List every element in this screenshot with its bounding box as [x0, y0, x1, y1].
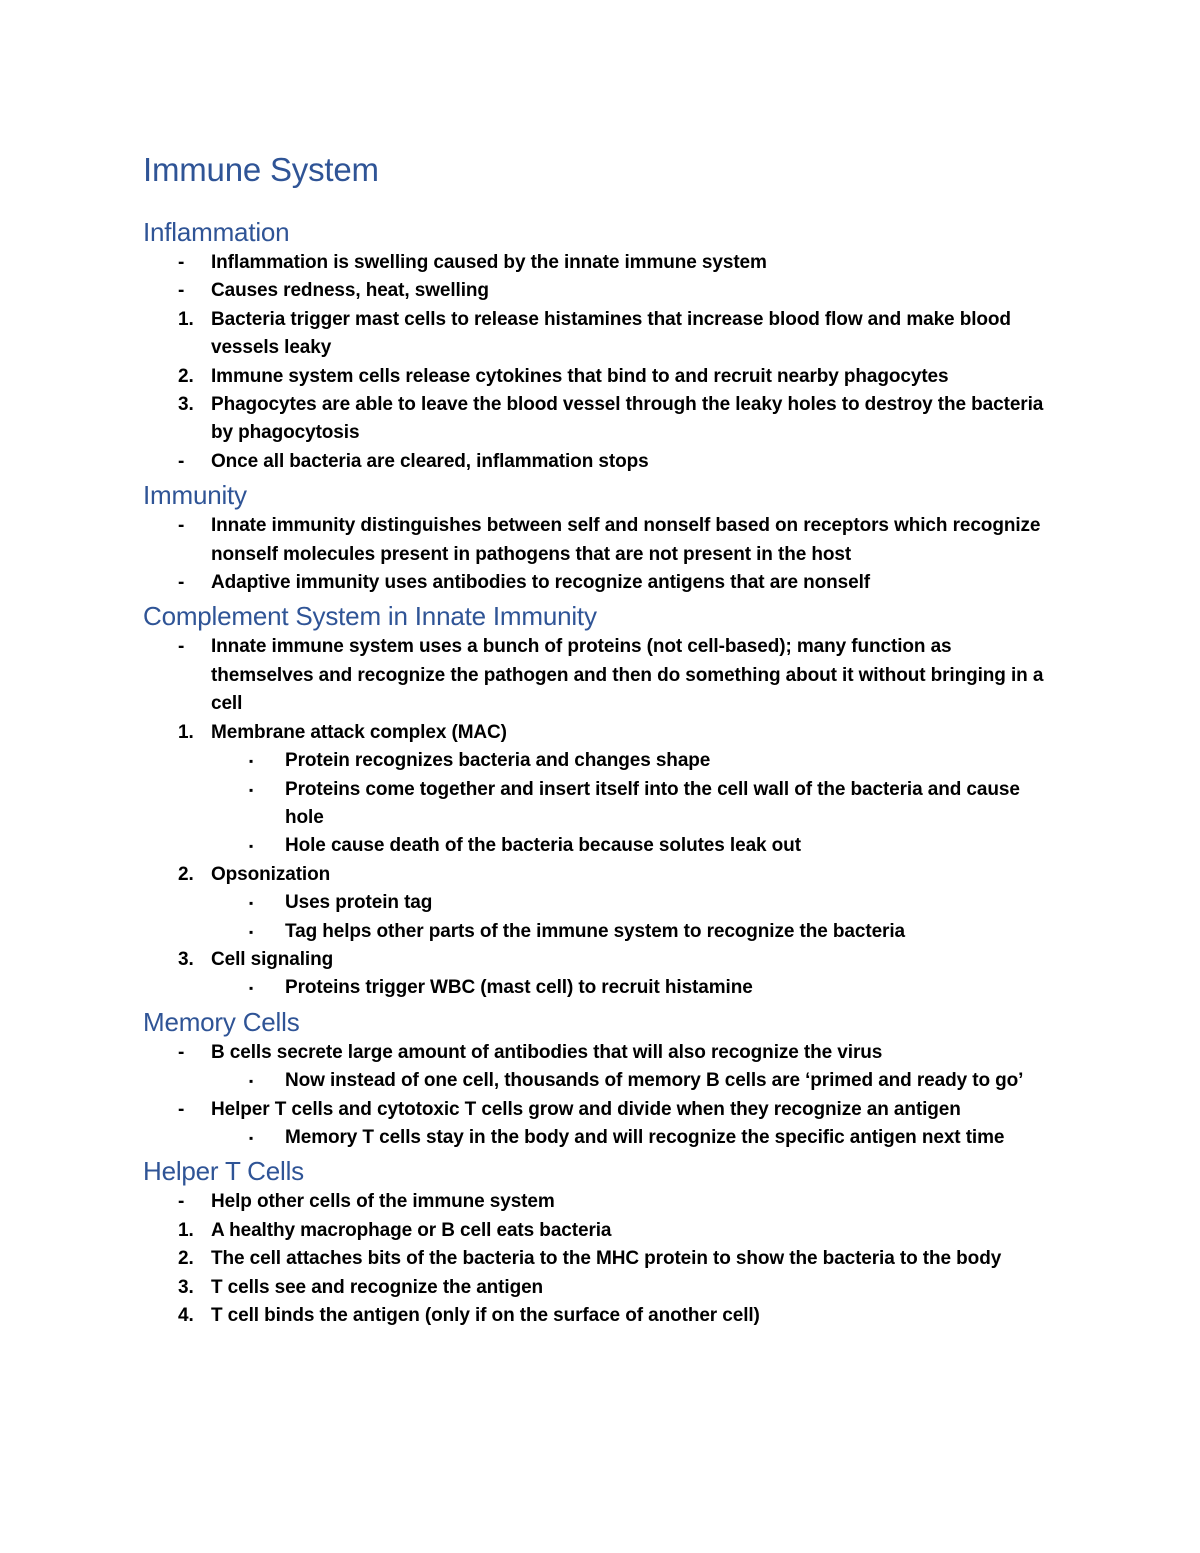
list-item-text: Protein recognizes bacteria and changes shape [285, 750, 711, 772]
list-item-text: Adaptive immunity uses antibodies to recognize antigens that are nonself [211, 572, 870, 594]
list-item-text: Inflammation is swelling caused by the innate immune system [211, 252, 767, 273]
list-item [143, 747, 1057, 775]
list-item [143, 633, 1057, 718]
list-item [143, 448, 1057, 476]
list-marker: ▪ [249, 782, 254, 797]
list-marker: - [178, 1041, 185, 1063]
list-item [143, 363, 1057, 391]
section-items [143, 633, 1057, 1002]
list-item [143, 1096, 1057, 1124]
list-marker: ▪ [249, 839, 254, 854]
list-item [143, 1217, 1057, 1245]
list-item-text: Help other cells of the immune system [211, 1191, 555, 1213]
document-section [143, 1006, 1057, 1153]
list-marker: 1. [178, 1219, 194, 1241]
list-marker: ▪ [249, 1074, 254, 1089]
list-marker: ▪ [249, 754, 254, 769]
list-item [143, 1274, 1057, 1302]
list-item-text: T cells see and recognize the antigen [211, 1276, 544, 1298]
list-item [143, 1188, 1057, 1216]
list-marker: 1. [178, 721, 194, 743]
list-item-text: Bacteria trigger mast cells to release histamines that increase blood flow and make blood vessels leaky [211, 308, 1011, 359]
section-heading: Memory Cells [143, 1006, 300, 1037]
section-heading: Helper T Cells [143, 1156, 304, 1187]
list-item-text: Phagocytes are able to leave the blood vessel through the leaky holes to destroy the bacteria by phagocytosis [211, 394, 1044, 444]
list-item [143, 719, 1057, 747]
list-marker: - [178, 515, 185, 537]
list-item-text: Uses protein tag [285, 892, 433, 914]
list-item [143, 946, 1057, 974]
list-marker: - [178, 572, 185, 594]
list-marker: 2. [178, 365, 194, 387]
list-item-text: Opsonization [211, 863, 331, 885]
list-item [143, 249, 1057, 277]
document-title: Immune System [143, 151, 379, 188]
list-item [143, 512, 1057, 569]
document-sections [143, 216, 1057, 1330]
list-item-text: Membrane attack complex (MAC) [211, 721, 507, 743]
list-item [143, 1039, 1057, 1067]
list-item [143, 1302, 1057, 1330]
section-heading: Immunity [143, 480, 247, 511]
list-marker: - [178, 252, 185, 273]
list-item-text: T cell binds the antigen (only if on the surface of another cell) [211, 1305, 760, 1326]
list-item-text: Hole cause death of the bacteria because solutes leak out [285, 835, 801, 857]
list-marker: - [178, 280, 185, 302]
list-marker: - [178, 636, 185, 658]
section-items [143, 1188, 1057, 1330]
list-item-text: Immune system cells release cytokines that bind to and recruit nearby phagocytes [211, 365, 949, 387]
list-item-text: A healthy macrophage or B cell eats bacteria [211, 1219, 612, 1241]
list-marker: 2. [178, 863, 194, 885]
document-section [143, 479, 1057, 597]
list-item [143, 1067, 1057, 1095]
list-marker: ▪ [249, 896, 254, 911]
list-marker: - [178, 450, 185, 472]
list-item [143, 918, 1057, 946]
list-marker: ▪ [249, 981, 254, 996]
list-item [143, 861, 1057, 889]
list-item [143, 569, 1057, 597]
list-item-text: Memory T cells stay in the body and will recognize the specific antigen next time [285, 1126, 1005, 1148]
document-section [143, 600, 1057, 1002]
list-marker: 1. [178, 308, 194, 330]
list-item-text: Causes redness, heat, swelling [211, 280, 489, 302]
list-marker: - [178, 1191, 185, 1213]
list-item-text: Cell signaling [211, 948, 334, 970]
list-item-text: Innate immunity distinguishes between self and nonself based on receptors which recognize nonself molecules present in pathogens that are not present in the host [211, 515, 1041, 565]
list-item-text: B cells secrete large amount of antibodies that will also recognize the virus [211, 1041, 883, 1063]
list-marker: - [178, 1098, 185, 1120]
document-section [143, 1155, 1057, 1330]
list-marker: 2. [178, 1248, 194, 1270]
list-item-text: Proteins come together and insert itself into the cell wall of the bacteria and cause hole [285, 778, 1020, 828]
list-item [143, 1124, 1057, 1152]
list-item [143, 277, 1057, 305]
list-marker: ▪ [249, 924, 254, 939]
list-item-text: Once all bacteria are cleared, inflammation stops [211, 450, 649, 472]
section-items [143, 1039, 1057, 1153]
document-section [143, 216, 1057, 476]
list-item [143, 391, 1057, 448]
list-item-text: Proteins trigger WBC (mast cell) to recruit histamine [285, 977, 753, 999]
list-marker: 3. [178, 394, 194, 416]
list-item [143, 306, 1057, 363]
list-marker: ▪ [249, 1130, 254, 1145]
list-item-text: The cell attaches bits of the bacteria to the MHC protein to show the bacteria to the body [211, 1248, 1002, 1270]
list-item-text: Helper T cells and cytotoxic T cells grow and divide when they recognize an antigen [211, 1098, 961, 1120]
list-item [143, 974, 1057, 1002]
section-heading: Inflammation [143, 217, 290, 247]
list-marker: 3. [178, 1276, 194, 1298]
list-marker: 4. [178, 1305, 194, 1326]
list-item [143, 832, 1057, 860]
list-item-text: Innate immune system uses a bunch of proteins (not cell-based); many function as themselves and recognize the pathogen and then do something about it without bringing in a cell [211, 636, 1044, 715]
section-items [143, 249, 1057, 476]
list-item-text: Tag helps other parts of the immune system to recognize the bacteria [285, 920, 905, 942]
list-marker: 3. [178, 948, 194, 970]
section-heading: Complement System in Innate Immunity [143, 601, 597, 632]
list-item-text: Now instead of one cell, thousands of memory B cells are ‘primed and ready to go’ [285, 1070, 1024, 1092]
section-items [143, 512, 1057, 597]
list-item [143, 889, 1057, 917]
list-item [143, 1245, 1057, 1273]
list-item [143, 776, 1057, 833]
